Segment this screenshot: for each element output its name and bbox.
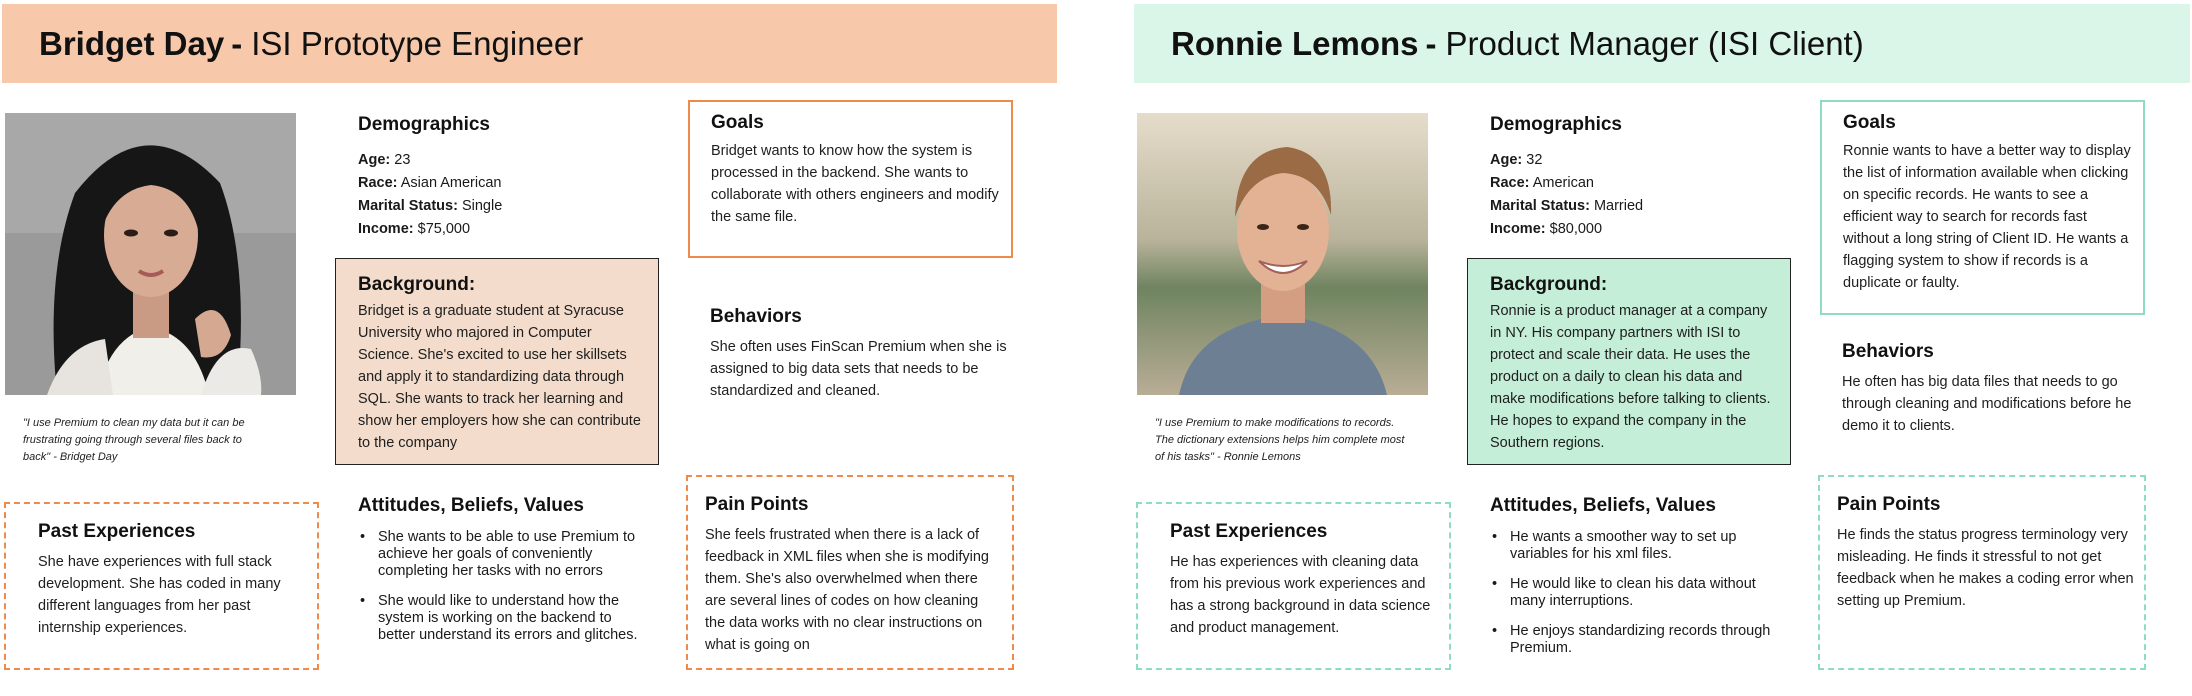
section-text: She often uses FinScan Premium when she is assigned to big data sets that needs to be standardized and cleaned.: [710, 339, 1007, 399]
behaviors-section: [1842, 341, 2142, 437]
attitudes-section: [1490, 495, 1772, 671]
persona-name: Ronnie Lemons: [1171, 24, 1419, 62]
demographic-row: Marital Status: Single: [358, 198, 503, 214]
section-text: Bridget is a graduate student at Syracuse University who majored in Computer Science. She's excited to use her skillsets and apply it to standardizing data through SQL. She wants to track her learning and show her employers how she can contribute to the company: [358, 303, 641, 451]
persona-photo-ronnie: [1137, 113, 1428, 395]
demographic-row: Income: $80,000: [1490, 221, 1603, 237]
attitudes-section: [358, 495, 640, 658]
demographic-row: Age: 32: [1490, 152, 1543, 168]
demographic-row: Income: $75,000: [358, 221, 471, 237]
section-title: Goals: [1843, 112, 1896, 133]
section-text: He has experiences with cleaning data from his previous work experiences and has a strong background in data science and product management.: [1170, 554, 1431, 636]
past-experiences-box: [4, 502, 319, 670]
pain-points-box: [686, 475, 1014, 670]
attitudes-list: [1490, 529, 1772, 657]
persona-header-ronnie: Ronnie Lemons - Product Manager (ISI Client): [1134, 4, 2190, 83]
demographic-row: Race: Asian American: [358, 175, 502, 191]
list-item: • She wants to be able to use Premium to achieve her goals of conveniently completing her tasks with no errors: [378, 529, 640, 580]
section-text: Ronnie is a product manager at a company in NY. His company partners with ISI to protect and scale their data. He uses the product on a daily to clean his data and make modifications before talking to clients. He hopes to expand the company in the Southern regions.: [1490, 303, 1771, 451]
section-text: She have experiences with full stack development. She has coded in many different languages from her past internship experiences.: [38, 554, 281, 636]
persona-quote: "I use Premium to make modifications to records. The dictionary extensions helps him complete most of his tasks" - Ronnie Lemons: [1155, 417, 1405, 463]
section-title: Goals: [711, 112, 764, 133]
section-title: Demographics: [358, 114, 490, 135]
persona-role: ISI Prototype Engineer: [251, 24, 584, 62]
section-text: She feels frustrated when there is a lack of feedback in XML files when she is modifying them. She's also overwhelmed when there are several lines of codes on how cleaning the data works with no clear instructions on what is going on: [705, 527, 989, 653]
section-title: Past Experiences: [38, 521, 196, 542]
section-title: Background:: [358, 274, 476, 295]
section-title: Behaviors: [1842, 341, 1934, 362]
pain-points-box: [1818, 475, 2146, 670]
section-title: Pain Points: [705, 494, 809, 515]
persona-role: Product Manager (ISI Client): [1445, 24, 1864, 62]
section-title: Attitudes, Beliefs, Values: [358, 495, 584, 516]
section-title: Demographics: [1490, 114, 1622, 135]
section-title: Behaviors: [710, 306, 802, 327]
demographics-section: [358, 114, 658, 241]
behaviors-section: [710, 306, 1010, 402]
goals-box: [688, 100, 1013, 258]
background-box: [335, 258, 659, 465]
demographics-section: [1490, 114, 1790, 241]
past-experiences-box: [1136, 502, 1451, 670]
section-title: Attitudes, Beliefs, Values: [1490, 495, 1716, 516]
man-portrait-photo: [1137, 113, 1428, 395]
background-box: [1467, 258, 1791, 465]
list-item: • He enjoys standardizing records through Premium.: [1510, 623, 1772, 657]
section-text: Ronnie wants to have a better way to display the list of information available when clicking on specific records. He wants to see a efficient way to search for records fast without a long string of Client ID. He wants a flagging system to show if records is a duplicate or faulty.: [1843, 143, 2131, 291]
woman-portrait-photo: [5, 113, 296, 395]
persona-photo-bridget: [5, 113, 296, 395]
demographic-row: Race: American: [1490, 175, 1594, 191]
goals-box: [1820, 100, 2145, 315]
demographic-row: Marital Status: Married: [1490, 198, 1644, 214]
list-item: • He wants a smoother way to set up variables for his xml files.: [1510, 529, 1772, 563]
section-title: Background:: [1490, 274, 1608, 295]
persona-quote: "I use Premium to clean my data but it can be frustrating going through several files back to back" - Bridget Day: [23, 417, 245, 463]
attitudes-list: [358, 529, 640, 644]
list-item: • She would like to understand how the system is working on the backend to better understand its errors and glitches.: [378, 593, 640, 644]
list-item: • He would like to clean his data without many interruptions.: [1510, 576, 1772, 610]
persona-header-bridget: Bridget Day - ISI Prototype Engineer: [2, 4, 1057, 83]
section-title: Pain Points: [1837, 494, 1941, 515]
section-text: He often has big data files that needs to go through cleaning and modifications before he demo it to clients.: [1842, 374, 2132, 434]
section-text: He finds the status progress terminology very misleading. He finds it stressful to not get feedback when he makes a coding error when setting up Premium.: [1837, 527, 2134, 609]
section-text: Bridget wants to know how the system is processed in the backend. She wants to collaborate with others engineers and modify the same file.: [711, 143, 999, 225]
section-title: Past Experiences: [1170, 521, 1328, 542]
persona-name: Bridget Day: [39, 24, 225, 62]
demographic-row: Age: 23: [358, 152, 411, 168]
